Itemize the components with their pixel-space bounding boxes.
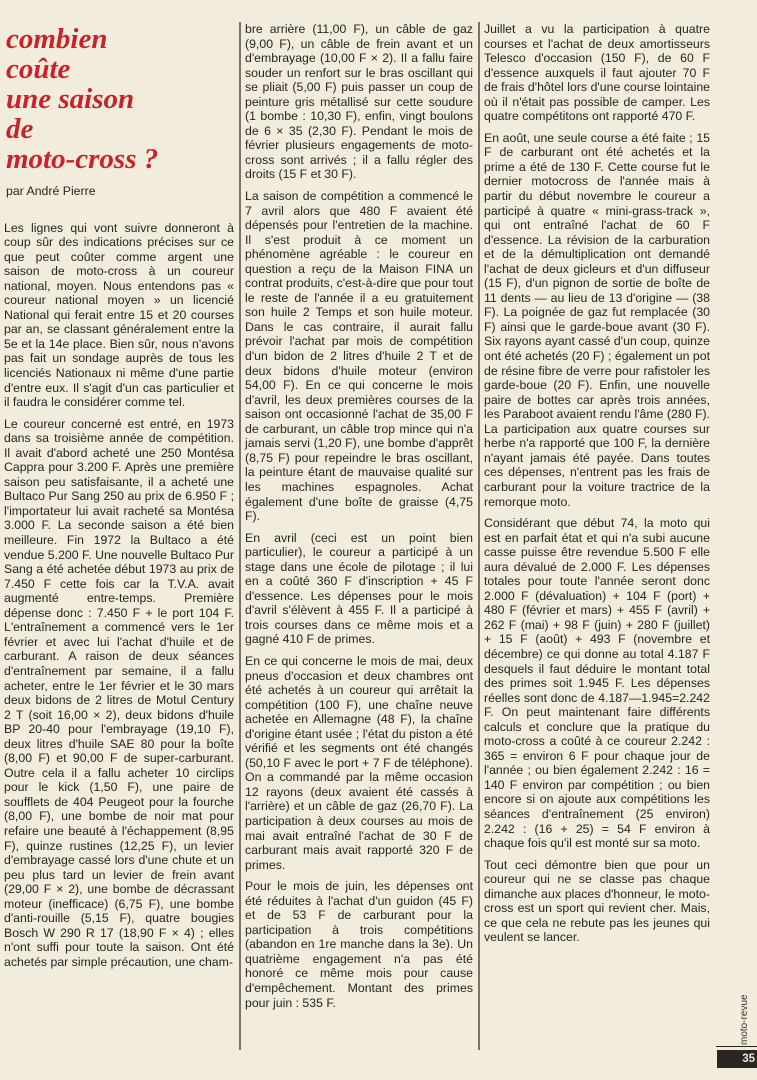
article-column-1 bbox=[4, 22, 234, 976]
column-divider bbox=[478, 22, 480, 1050]
paragraph: Considérant que début 74, la moto qui est en parfait état et qui n'a subi aucune casse puisse être revendue 5.500 F elle aura dévalué de 2.000 F. Les dépenses totales pour toute l'année seront donc 2.000 F (dévaluation) + 104 F (port) + 480 F (février et mars) + 455 F (avril) + 262 F (mai) + 98 F (juin) + 280 F (juillet) + 15 F (août) + 493 F (novembre et décembre) ce qui donne au total 4.187 F desquels il faut déduire le montant total des primes soit 1.945 F. Les dépenses réelles sont donc de 4.187—1.945=2.242 F. On peut maintenant faire différents calculs et conclure que la pratique du moto-cross a coûté à ce coureur 2.242 : 365 = environ 6 F pour chaque jour de l'année ; ou bien également 2.242 : 16 = 140 F environ par compétition ; ou bien encore si on ajoute aux compétitions les séances d'entraînement (25 environ) 2.242 : (16 + 25) = 54 F environ à chaque fois qu'il est monté sur sa moto. bbox=[484, 516, 710, 851]
headline-line: moto-cross ? bbox=[6, 143, 159, 175]
article-column-3 bbox=[484, 22, 710, 952]
magazine-side-label bbox=[715, 985, 755, 1045]
article-column-2 bbox=[245, 22, 473, 1017]
headline-line: une saison bbox=[6, 83, 135, 115]
paragraph: En avril (ceci est un point bien particulier), le coureur a participé à un stage dans une école de pilotage ; il lui en a coûté 360 F d'inscription + 45 F d'essence. Les dépenses pour le mois d'avril s'élèvent à 455 F. Il a participé à trois courses dans ce même mois et a gagné 410 F de primes. bbox=[245, 530, 473, 647]
paragraph: Le coureur concerné est entré, en 1973 dans sa troisième année de compétition. Il avait d'abord acheté une 250 Montésa Cappra pour 3.200 F. Après une première saison peu satisfaisante, il a acheté une Bultaco Pur Sang 250 au prix de 6.950 F ; l'importateur lui avait racheté sa Montésa 3.000 F. La seconde saison a été bien meilleure. Fin 1972 la Bultaco a été vendue 5.200 F. Une nouvelle Bultaco Pur Sang a été achetée début 1973 au prix de 7.450 F cette fois car la T.V.A. avait augmenté entre-temps. Première dépense donc : 7.450 F + le port 104 F. L'entraînement a commencé vers le 1er février et avec lui l'achat d'huile et de carburant. A raison de deux séances d'entraînement par semaine, il a fallu acheter, entre le 1er février et le 30 mars deux bidons de 2 litres de Motul Century 2 T (soit 16,00 × 2), deux bidons d'huile BP 20-40 pour l'embrayage (19,10 F), deux litres d'huile SAE 80 pour la boîte (8,00 F) et 90,00 F de super-carburant. Outre cela il a fallu acheter 10 circlips pour le kick (1,50 F), une paire de soufflets de 404 Peugeot pour la fourche (8,00 F), une bombe de noir mat pour refaire une beauté à l'échappement (8,95 F), quinze rustines (12,25 F), un levier d'embrayage cassé lors d'une chute et un peu plus tard un levier de frein avant (29,00 F × 2), une bombe de décrassant moteur (inefficace) (6,75 F), une bombe d'anti-rouille (5,15 F), quatre bougies Bosch W 290 R 17 (18,90 F × 4) ; elles n'ont suffi pour toute la saison. Ont été achetés par simple précaution, une cham- bbox=[4, 416, 234, 969]
byline: par André Pierre bbox=[6, 184, 96, 198]
paragraph: Juillet a vu la participation à quatre courses et l'achat de deux amortisseurs Telesco d'occasion (150 F), de 60 F d'essence auxquels il faut ajouter 70 F de frais d'hôtel lors d'une course lointaine où il n'était pas possible de camper. Les quatre compétitons ont rapporté 470 F. bbox=[484, 22, 710, 124]
paragraph: En août, une seule course a été faite ; 15 F de carburant ont été achetés et la prime a été de 130 F. Cette course fut le dernier motocross de l'année mais à partir du début novembre le coureur a participé à quatre « mini-grass-track », qui ont entraîné l'achat de 60 F d'essence. La révision de la carburation et de la démultiplication ont demandé l'achat de deux gicleurs et d'un diffuseur (15 F), d'un pignon de sortie de boîte de 11 dents — au lieu de 13 d'origine — (38 F). La poignée de gaz fut remplacée (30 F) ainsi que le garde-boue avant (30 F). Six rayons ayant cassé d'un coup, quinze ont été achetés (20 F) ; également un pot de résine fibre de verre pour rafistoler les garde-boue (20 F). Enfin, une nouvelle paire de bottes car après trois années, les Paraboot avaient rendu l'âme (280 F). La participation aux quatre courses sur herbe n'a rapporté que 100 F, la dernière n'ayant jamais été payée. Dans toutes ces dépenses, n'entrent pas les frais de carburant pour la voiture tractrice de la remorque moto. bbox=[484, 130, 710, 509]
footer-rule bbox=[716, 1046, 757, 1047]
paragraph: Pour le mois de juin, les dépenses ont été réduites à l'achat d'un guidon (45 F) et de 53 F de carburant pour la participation à trois compétitions (abandon en 1re manche dans la 3e). Un quatrième engagement n'a pas été honoré ce même mois pour cause d'empêchement. Montant des primes pour juin : 535 F. bbox=[245, 879, 473, 1010]
headline-line: coûte bbox=[6, 53, 71, 85]
article-headline bbox=[6, 24, 234, 174]
paragraph: La saison de compétition a commencé le 7 avril alors que 480 F avaient été dépensés pour l'entretien de la machine. Il s'est produit à ce moment un phénomène agréable : le coureur en question a reçu de la Maison FINA un contrat produits, c'est-à-dire que pour tout le reste de l'année il a eu gratuitement son huile 2 Temps et son huile moteur. Dans le cas contraire, il aurait fallu prévoir l'achat par mois de compétition d'un bidon de 2 litres d'huile 2 T et de deux bidons d'huile moteur (environ 54,00 F). En ce qui concerne le mois d'avril, les deux premières courses de la saison ont occasionné l'achat de 35,00 F de carburant, un câble trop mince qui n'a jamais servi (1,20 F), une bombe d'apprêt (8,75 F) pour repeindre le bras oscillant, la peinture étant de mauvaise qualité sur les machines espagnoles. Achat également d'une boîte de graisse (4,75 F). bbox=[245, 189, 473, 524]
page-number: 35 bbox=[717, 1050, 757, 1068]
paragraph: Les lignes qui vont suivre donneront à coup sûr des indications précises sur ce que peut coûter comme argent une saison de moto-cross à un coureur national, moyen. Nous entendons pas « coureur national moyen » un licencié National qui ferait entre 15 et 20 courses par an, se classant généralement entre la 5e et la 14e place. Bien sûr, nous n'avons pas fait un sondage auprès de tous les licenciés Nationaux ni même d'une partie d'entre eux. Il s'agit d'un cas particulier et il faudra le considérer comme tel. bbox=[4, 220, 234, 410]
paragraph: bre arrière (11,00 F), un câble de gaz (9,00 F), un câble de frein avant et un d'embrayage (10,00 F × 2). Il a fallu faire souder un renfort sur le bras oscillant qui se pliait (5,00 F) puis passer un coup de peinture gris métallisé sur cette soudure (1 bombe : 10,30 F), enfin, vingt boulons de 6 × 35 (2,30 F). Pendant le mois de février plusieurs engagements de moto-cross sont arrivés ; il a fallu régler des droits (15 F et 30 F). bbox=[245, 22, 473, 182]
paragraph: En ce qui concerne le mois de mai, deux pneus d'occasion et deux chambres ont été achetés à un coureur qui arrêtait la compétition (100 F), une chaîne neuve achetée en Allemagne (48 F), la chaîne d'origine étant usée ; l'état du piston a été vérifié et les segments ont été changés (50,10 F avec le port + 7 F de téléphone). On a commandé par la même occasion 12 rayons (deux avaient été cassés à l'arrière) et un câble de gaz (26,70 F). La participation à deux courses au mois de mai avait entraîné l'achat de 30 F de carburant mais avait rapporté 320 F de primes. bbox=[245, 653, 473, 872]
column-divider bbox=[239, 22, 241, 1050]
headline-line: de bbox=[6, 113, 34, 145]
paragraph: Tout ceci démontre bien que pour un coureur qui ne se classe pas chaque dimanche aux places d'honneur, le moto-cross est un sport qui revient cher. Mais, ce que cela ne rebute pas les jeunes qui veulent se lancer. bbox=[484, 857, 710, 945]
headline-line: combien bbox=[6, 23, 108, 55]
magazine-name: moto-revue bbox=[739, 994, 750, 1045]
